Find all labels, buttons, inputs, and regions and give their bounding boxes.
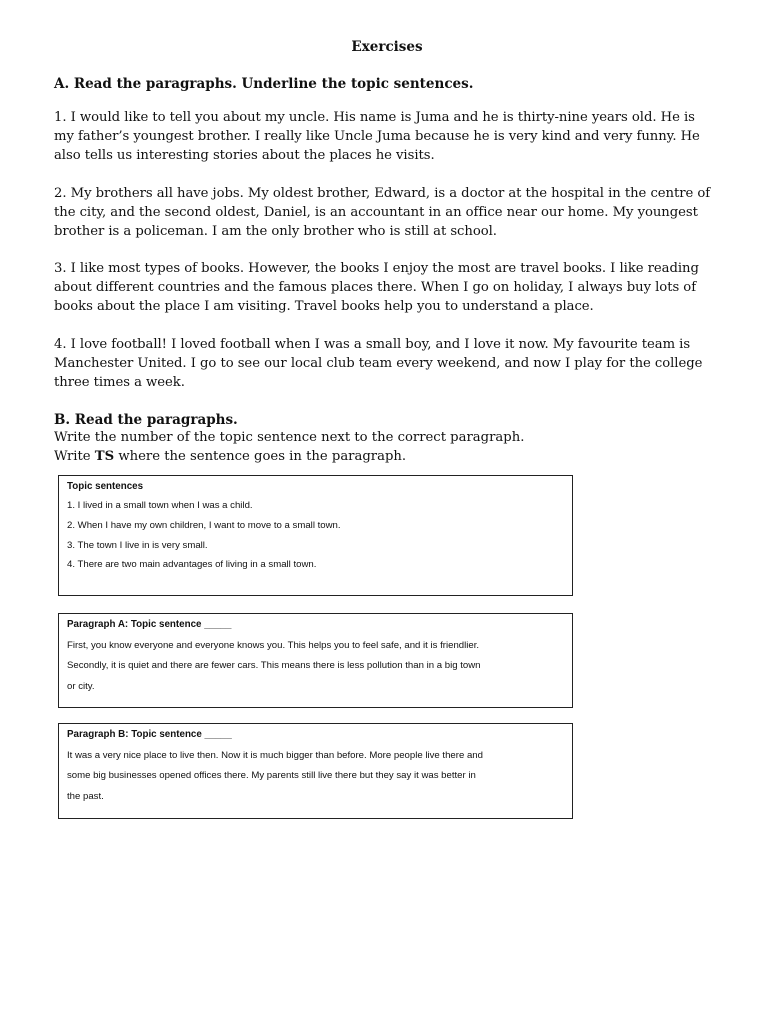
paragraph-b-body: It was a very nice place to live then. Now it is much bigger than before. More people live there and some big businesses opened offices there. My parents still live there but they say it was better in the past. xyxy=(67,750,483,802)
topic-sentence-3: 3. The town I live in is very small. xyxy=(67,540,208,551)
section-b-instruction-2 xyxy=(54,448,406,467)
topic-sentences-box xyxy=(58,475,573,596)
paragraph-a-body: First, you know everyone and everyone knows you. This helps you to feel safe, and it is friendlier. Secondly, it is quiet and there are fewer cars. This means there is less pollution than in a big town or city. xyxy=(67,640,481,692)
paragraph-b-title: Paragraph B: Topic sentence _____ xyxy=(67,729,232,740)
instruction-2-suffix: where the sentence goes in the paragraph. xyxy=(114,449,407,464)
topic-sentences-title: Topic sentences xyxy=(67,481,144,492)
section-a-heading: A. Read the paragraphs. Underline the topic sentences. xyxy=(54,76,474,92)
paragraph-2: 2. My brothers all have jobs. My oldest brother, Edward, is a doctor at the hospital in the centre of the city, and the second oldest, Daniel, is an accountant in an office near our home. My youngest brother is a policeman. I am the only brother who is still at school. xyxy=(54,186,711,239)
page-title: Exercises xyxy=(351,39,423,55)
paragraph-4: 4. I love football! I loved football when I was a small boy, and I love it now. My favourite team is Manchester United. I go to see our local club team every weekend, and now I play for the college three times a week. xyxy=(54,337,703,390)
paragraph-3: 3. I like most types of books. However, the books I enjoy the most are travel books. I like reading about different countries and the famous places there. When I go on holiday, I always buy lots of books about the place I am visiting. Travel books help you to understand a place. xyxy=(54,261,699,314)
section-b-heading: B. Read the paragraphs. xyxy=(54,412,238,428)
section-b-instruction-1: Write the number of the topic sentence next to the correct paragraph. xyxy=(54,430,525,445)
instruction-2-ts: TS xyxy=(94,449,115,464)
paragraph-a-box xyxy=(58,613,573,708)
topic-sentence-2: 2. When I have my own children, I want to move to a small town. xyxy=(67,520,341,531)
instruction-2-prefix: Write xyxy=(54,449,95,464)
topic-sentence-1: 1. I lived in a small town when I was a child. xyxy=(67,500,253,511)
paragraph-1: 1. I would like to tell you about my uncle. His name is Juma and he is thirty-nine years old. He is my father’s youngest brother. I really like Uncle Juma because he is very kind and very funny. He also tells us interesting stories about the places he visits. xyxy=(54,110,700,163)
paragraph-a-title: Paragraph A: Topic sentence _____ xyxy=(67,619,232,630)
paragraph-b-box xyxy=(58,723,573,819)
topic-sentence-4: 4. There are two main advantages of living in a small town. xyxy=(67,559,317,570)
